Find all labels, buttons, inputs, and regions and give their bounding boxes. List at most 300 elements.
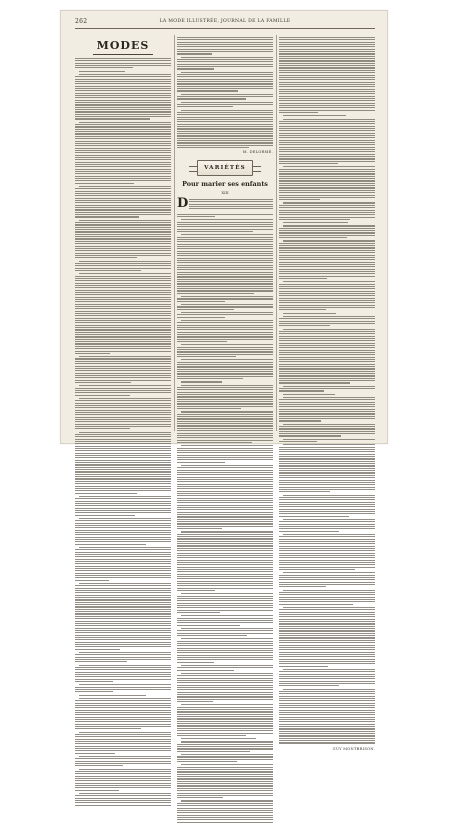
text-line: [279, 185, 375, 186]
text-line: [177, 39, 273, 40]
text-line: [177, 481, 273, 482]
text-line: [177, 351, 273, 352]
text-line: [279, 352, 375, 353]
text-line: [177, 648, 273, 649]
text-line: [279, 676, 375, 677]
text-line: [181, 72, 273, 73]
text-line: [279, 497, 375, 498]
text-line: [279, 447, 375, 448]
text-line: [177, 119, 273, 120]
text-line: [75, 446, 171, 447]
text-line: [79, 652, 171, 653]
text-line: [279, 663, 375, 664]
text-line: [177, 709, 273, 710]
text-line: [279, 661, 375, 662]
text-line: [279, 635, 375, 636]
text-line: [177, 274, 273, 275]
text-line: [279, 621, 375, 622]
text-line: [283, 313, 336, 314]
text-line: [75, 388, 171, 389]
text-line: [279, 318, 375, 319]
text-line: [79, 518, 171, 519]
text-line: [279, 402, 375, 403]
text-line: [75, 623, 171, 624]
text-line: [177, 603, 273, 604]
text-line: [177, 484, 273, 485]
text-line: [279, 536, 375, 537]
text-line: [75, 250, 171, 251]
text-line: [279, 195, 375, 196]
text-line: [75, 646, 171, 647]
text-line: [279, 451, 375, 452]
text-line: [75, 443, 171, 444]
text-line: [75, 439, 171, 440]
text-line: [75, 83, 171, 84]
text-line: [75, 336, 171, 337]
text-line: [75, 618, 171, 619]
text-line: [279, 539, 375, 540]
text-line: [177, 635, 247, 636]
text-line: [181, 800, 273, 801]
text-line: [75, 554, 171, 555]
text-line: [75, 541, 171, 542]
text-line: [75, 231, 171, 232]
text-line: [279, 548, 375, 549]
text-line: [279, 300, 375, 301]
text-line: [75, 637, 171, 638]
text-line: [75, 421, 171, 422]
text-line: [75, 255, 171, 256]
text-line: [279, 79, 375, 80]
text-line: [177, 605, 273, 606]
text-line: [181, 704, 273, 705]
text-line: [177, 142, 273, 143]
text-line: [75, 191, 171, 192]
text-line: [177, 389, 273, 390]
text-line: [75, 348, 171, 349]
text-line: [283, 316, 375, 317]
text-line: [75, 659, 171, 660]
text-line: [177, 680, 273, 681]
text-line: [79, 695, 146, 696]
text-line: [75, 532, 171, 533]
text-line: [75, 642, 171, 643]
text-line: [177, 88, 273, 89]
text-line: [75, 150, 171, 151]
text-line: [75, 173, 171, 174]
text-line: [283, 439, 375, 440]
text-line: [279, 338, 375, 339]
text-line: [279, 264, 375, 265]
middle-column: [177, 35, 273, 431]
text-line: [189, 206, 273, 207]
text-line: [75, 761, 171, 762]
text-line: [75, 202, 171, 203]
text-line: [177, 667, 273, 668]
text-line: [75, 721, 171, 722]
text-line: [75, 339, 171, 340]
text-line: [181, 296, 273, 297]
text-line: [75, 790, 119, 791]
text-line: [75, 157, 171, 158]
text-line: [177, 246, 273, 247]
text-line: [279, 454, 375, 455]
text-line: [279, 199, 320, 200]
text-line: [177, 477, 273, 478]
text-line: [177, 276, 273, 277]
text-line: [177, 562, 273, 563]
text-line: [279, 649, 375, 650]
text-line: [75, 802, 171, 803]
text-line: [279, 614, 375, 615]
text-line: [177, 81, 273, 82]
text-line: [177, 612, 220, 613]
text-line: [279, 411, 375, 412]
text-line: [279, 192, 375, 193]
text-line: [279, 37, 375, 38]
text-line: [79, 732, 171, 733]
text-line: [181, 738, 256, 739]
text-line: [75, 141, 171, 142]
text-line: [177, 133, 273, 134]
text-line: [177, 376, 273, 377]
text-line: [75, 176, 171, 177]
text-line: [177, 812, 273, 813]
text-line: [279, 528, 375, 529]
text-line: [279, 612, 375, 613]
text-line: [177, 470, 273, 471]
text-line: [279, 526, 375, 527]
text-line: [279, 262, 375, 263]
text-line: [177, 416, 273, 417]
text-line: [177, 774, 273, 775]
text-line: [279, 44, 375, 45]
text-line: [177, 440, 273, 441]
text-line: [279, 516, 349, 517]
text-line: [279, 685, 339, 686]
text-line: [75, 595, 171, 596]
text-line: [177, 689, 273, 690]
text-line: [177, 701, 213, 702]
text-line: [75, 434, 171, 435]
text-line: [279, 388, 375, 389]
text-line: [177, 459, 273, 460]
text-line: [75, 166, 171, 167]
text-line: [279, 562, 375, 563]
text-line: [177, 588, 273, 589]
text-line: [75, 114, 171, 115]
text-line: [279, 601, 375, 602]
text-line: [75, 93, 171, 94]
text-line: [75, 488, 171, 489]
text-line: [177, 339, 273, 340]
text-line: [75, 294, 171, 295]
text-line: [75, 734, 171, 735]
text-line: [75, 280, 171, 281]
text-line: [279, 714, 375, 715]
text-line: [279, 382, 350, 383]
text-line: [177, 255, 273, 256]
text-line: [279, 140, 375, 141]
text-line: [79, 273, 171, 274]
text-line: [177, 147, 249, 148]
text-line: [177, 699, 273, 700]
text-line: [279, 269, 375, 270]
text-line: [177, 721, 273, 722]
text-line: [75, 183, 134, 184]
text-line: [75, 375, 171, 376]
text-line: [279, 623, 375, 624]
text-line: [279, 484, 375, 485]
text-line: [177, 716, 273, 717]
text-line: [177, 248, 273, 249]
article-signature: M. DELORME.: [242, 150, 273, 155]
text-line: [177, 467, 273, 468]
text-line: [279, 719, 375, 720]
text-line: [75, 739, 171, 740]
text-line: [177, 550, 273, 551]
text-line: [177, 711, 273, 712]
text-line: [279, 247, 375, 248]
text-line: [279, 524, 375, 525]
text-line: [279, 735, 375, 736]
left-column: [75, 35, 171, 431]
text-line: [75, 58, 171, 59]
text-line: [177, 728, 273, 729]
text-line: [279, 252, 375, 253]
text-line: [177, 408, 241, 409]
text-line: [75, 657, 171, 658]
text-line: [181, 465, 273, 466]
text-line: [279, 564, 375, 565]
text-line: [75, 107, 171, 108]
text-line: [279, 133, 375, 134]
text-line: [279, 628, 375, 629]
text-line: [283, 534, 375, 535]
text-line: [279, 368, 375, 369]
text-line: [177, 373, 273, 374]
text-line: [279, 354, 375, 355]
text-line: [279, 176, 375, 177]
text-line: [177, 817, 273, 818]
text-line: [283, 394, 335, 395]
text-line: [75, 318, 171, 319]
text-line: [75, 400, 171, 401]
text-line: [177, 759, 273, 760]
text-line: [177, 600, 273, 601]
text-line: [75, 597, 171, 598]
text-line: [75, 276, 171, 277]
text-line: [189, 204, 273, 205]
text-line: [75, 780, 171, 781]
text-line: [177, 583, 273, 584]
text-line: [75, 687, 171, 688]
text-line: [181, 411, 273, 412]
text-line: [75, 216, 139, 217]
text-line: [75, 353, 110, 354]
text-line: [75, 719, 171, 720]
text-line: [75, 311, 171, 312]
text-line: [177, 541, 273, 542]
text-line: [279, 584, 375, 585]
text-line: [177, 214, 273, 215]
text-line: [75, 116, 171, 117]
varietes-label: VARIÉTÉS: [204, 165, 246, 172]
text-line: [279, 171, 375, 172]
text-line: [177, 790, 273, 791]
text-line: [177, 822, 273, 823]
text-line: [75, 599, 171, 600]
text-line: [279, 93, 375, 94]
text-line: [75, 743, 171, 744]
text-line: [75, 351, 171, 352]
text-line: [279, 142, 375, 143]
text-line: [75, 724, 171, 725]
text-line: [279, 295, 375, 296]
text-line: [279, 161, 375, 162]
text-line: [279, 359, 375, 360]
text-line: [177, 293, 254, 294]
text-line: [279, 291, 375, 292]
text-line: [75, 552, 171, 553]
text-line: [279, 63, 375, 64]
text-line: [177, 694, 273, 695]
text-line: [177, 557, 273, 558]
text-line: [177, 124, 273, 125]
text-line: [177, 126, 273, 127]
text-line: [75, 299, 171, 300]
text-line: [177, 776, 273, 777]
text-line: [79, 793, 171, 794]
text-line: [279, 726, 375, 727]
text-line: [279, 731, 375, 732]
text-line: [75, 358, 171, 359]
text-line: [283, 166, 375, 167]
text-line: [279, 579, 375, 580]
text-line: [177, 433, 273, 434]
text-line: [177, 366, 273, 367]
text-line: [177, 472, 273, 473]
text-line: [279, 82, 375, 83]
story-title: Pour marier ses enfants: [182, 180, 268, 189]
text-line: [279, 107, 375, 108]
text-line: [279, 361, 375, 362]
text-line: [279, 72, 375, 73]
text-line: [75, 111, 171, 112]
text-line: [75, 585, 171, 586]
text-line: [75, 207, 171, 208]
text-line: [75, 209, 171, 210]
text-line: [279, 513, 375, 514]
text-line: [177, 462, 225, 463]
text-line: [283, 424, 375, 425]
text-line: [75, 118, 150, 119]
text-line: [279, 121, 375, 122]
text-line: [75, 490, 171, 491]
text-line: [75, 428, 130, 429]
text-line: [75, 405, 171, 406]
text-line: [177, 226, 273, 227]
text-line: [177, 224, 273, 225]
text-line: [75, 126, 171, 127]
text-line: [177, 620, 273, 621]
text-line: [177, 423, 273, 424]
text-line: [279, 404, 375, 405]
text-line: [75, 726, 171, 727]
text-line: [75, 200, 171, 201]
text-line: [189, 199, 273, 200]
text-line: [177, 723, 273, 724]
text-line: [75, 76, 171, 77]
text-line: [75, 370, 171, 371]
text-line: [283, 225, 375, 226]
text-line: [75, 771, 171, 772]
text-line: [79, 756, 171, 757]
text-line: [75, 510, 171, 511]
text-line: [75, 570, 171, 571]
text-line: [75, 178, 171, 179]
text-line: [75, 285, 171, 286]
text-line: [279, 58, 375, 59]
text-line: [75, 278, 171, 279]
text-line: [75, 455, 171, 456]
text-line: [279, 652, 375, 653]
text-line: [75, 559, 171, 560]
text-line: [177, 74, 273, 75]
text-line: [279, 75, 375, 76]
text-line: [177, 403, 273, 404]
text-line: [279, 721, 375, 722]
text-line: [279, 409, 375, 410]
text-line: [75, 763, 171, 764]
text-line: [279, 278, 327, 279]
text-line: [75, 414, 171, 415]
text-line: [279, 738, 375, 739]
text-line: [75, 253, 171, 254]
text-line: [177, 61, 273, 62]
text-line: [181, 673, 273, 674]
text-line: [181, 359, 273, 360]
text-line: [279, 458, 375, 459]
text-line: [279, 594, 375, 595]
text-line: [177, 414, 273, 415]
text-line: [177, 670, 234, 671]
text-line: [279, 696, 375, 697]
text-line: [177, 135, 273, 136]
text-line: [279, 616, 375, 617]
text-line: [75, 227, 171, 228]
text-line: [75, 162, 171, 163]
text-line: [75, 787, 171, 788]
text-line: [279, 357, 375, 358]
text-line: [75, 65, 171, 66]
text-line: [75, 133, 171, 134]
text-line: [279, 60, 375, 61]
text-line: [279, 463, 375, 464]
text-line: [75, 604, 171, 605]
text-line: [75, 602, 171, 603]
text-line: [177, 288, 273, 289]
text-line: [177, 309, 234, 310]
text-line: [177, 545, 273, 546]
text-line: [177, 241, 273, 242]
text-line: [279, 599, 375, 600]
text-line: [75, 750, 171, 751]
text-line: [279, 390, 324, 391]
text-line: [75, 169, 171, 170]
text-line: [177, 216, 215, 217]
text-line: [177, 332, 273, 333]
